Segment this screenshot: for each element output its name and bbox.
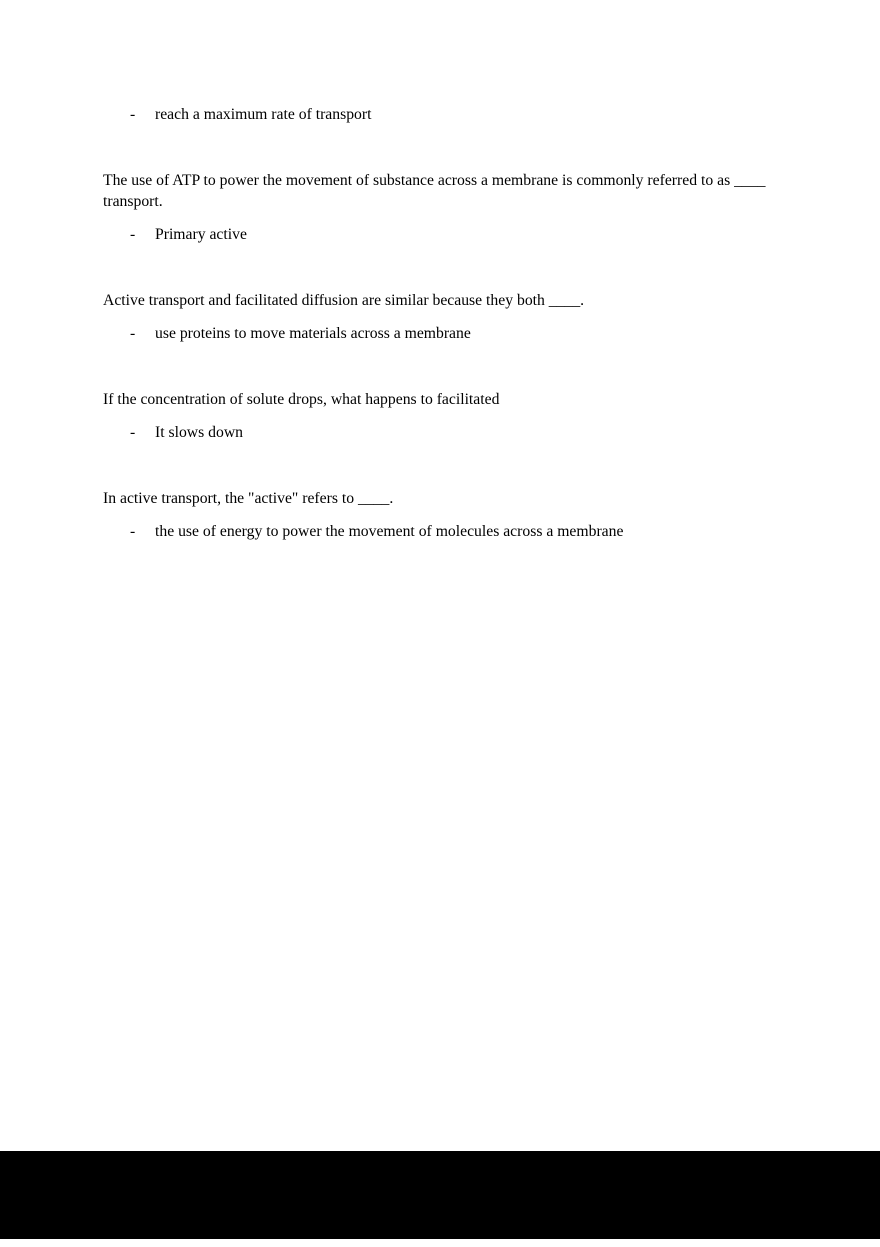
bullet-marker: - xyxy=(130,325,136,342)
answer-bullet xyxy=(103,521,783,542)
answer-bullet xyxy=(103,104,783,125)
question-text: The use of ATP to power the movement of substance across a membrane is commonly referred to as ____ transport. xyxy=(103,172,766,210)
question-text: If the concentration of solute drops, what happens to facilitated xyxy=(103,391,500,408)
document-content xyxy=(103,0,783,542)
bullet-marker: - xyxy=(130,424,136,441)
answer-text: It slows down xyxy=(155,424,244,441)
bullet-marker: - xyxy=(130,523,136,540)
answer-bullet xyxy=(103,224,783,245)
bullet-marker: - xyxy=(130,106,136,123)
answer-bullet xyxy=(103,323,783,344)
answer-text: use proteins to move materials across a membrane xyxy=(155,325,471,342)
bottom-black-bar xyxy=(0,1151,880,1239)
answer-text: the use of energy to power the movement of molecules across a membrane xyxy=(155,523,624,540)
question-text: Active transport and facilitated diffusion are similar because they both ____. xyxy=(103,292,585,309)
answer-bullet xyxy=(103,422,783,443)
bullet-marker: - xyxy=(130,226,136,243)
answer-text: reach a maximum rate of transport xyxy=(155,106,372,123)
question-text: In active transport, the "active" refers to ____. xyxy=(103,490,394,507)
answer-text: Primary active xyxy=(155,226,247,243)
